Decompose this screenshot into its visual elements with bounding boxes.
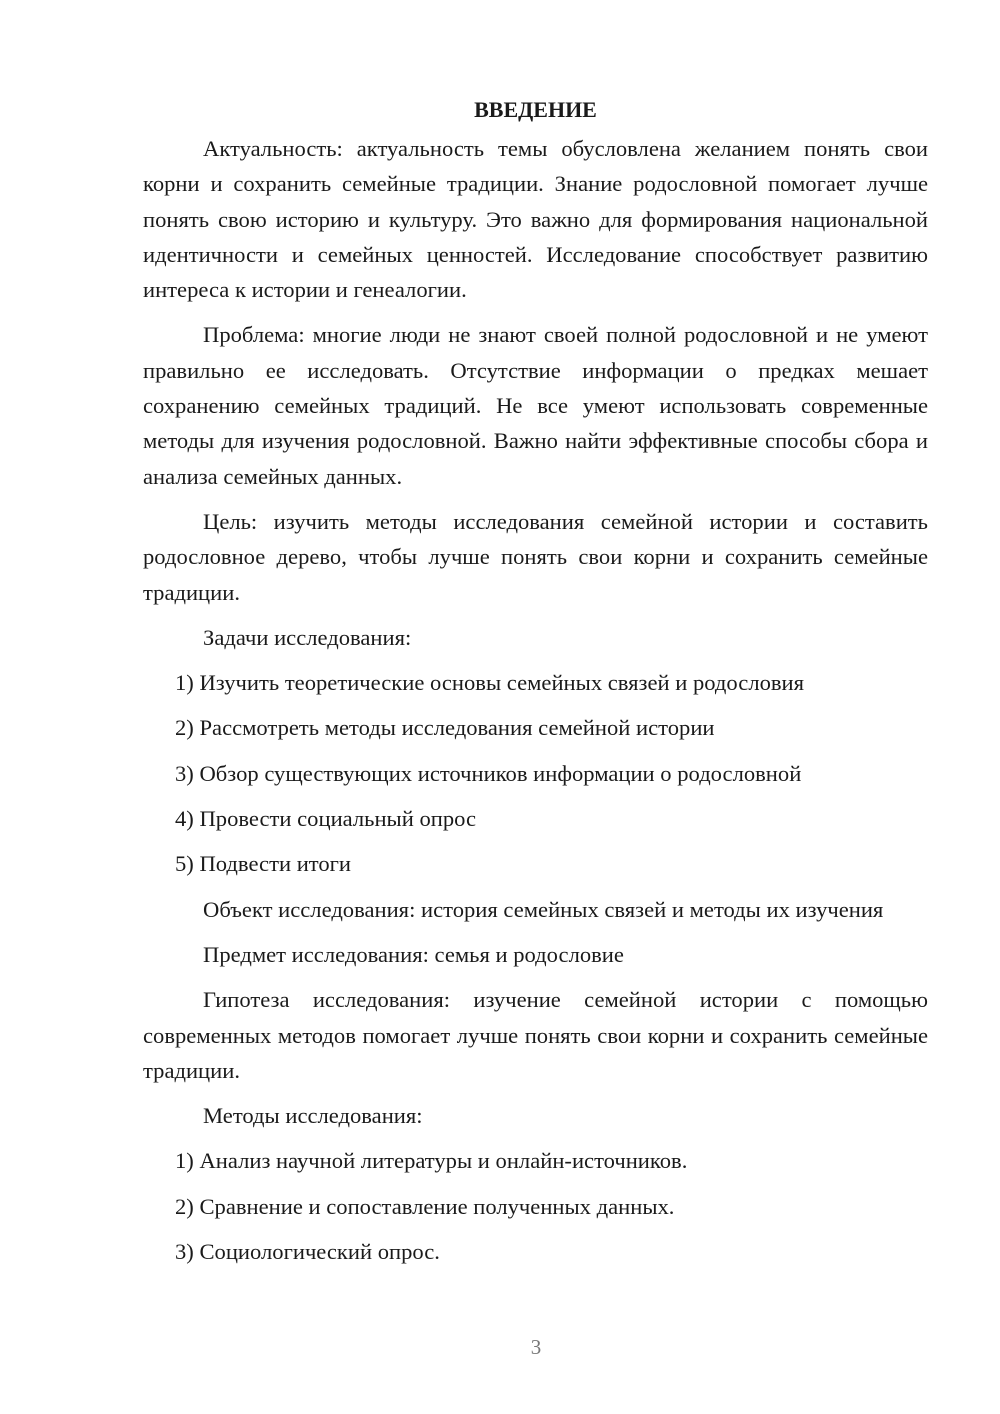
page-content — [143, 92, 928, 1279]
methods-heading: Методы исследования: — [203, 1103, 423, 1129]
tasks-list — [143, 665, 928, 881]
page-title: ВВЕДЕНИЕ — [474, 97, 597, 122]
problem-paragraph: Проблема: многие люди не знают своей полной родословной и не умеют правильно ее исследовать. Отсутствие информации о предках мешает сохранению семейных традиций. Не все умеют использовать современные методы для изучения родословной. Важно найти эффективные способы сбора и анализа семейных данных. — [143, 322, 928, 489]
object-paragraph: Объект исследования: история семейных связей и методы их изучения — [203, 896, 884, 922]
page-number: 3 — [530, 1335, 542, 1359]
relevance-paragraph: Актуальность: актуальность темы обусловлена желанием понять свои корни и сохранить семейные традиции. Знание родословной помогает лучше понять свою историю и культуру. Это важно для формирования национальной идентичности и семейных ценностей. Исследование способствует развитию интереса к истории и генеалогии. — [143, 136, 928, 303]
task-item: 5) Подвести итоги — [175, 851, 352, 877]
methods-list — [143, 1143, 928, 1269]
method-item: 3) Социологический опрос. — [175, 1239, 440, 1265]
task-item: 3) Обзор существующих источников информации о родословной — [175, 760, 802, 786]
subject-paragraph: Предмет исследования: семья и родословие — [203, 941, 624, 967]
goal-paragraph: Цель: изучить методы исследования семейной истории и составить родословное дерево, чтобы лучше понять свои корни и сохранить семейные традиции. — [143, 508, 928, 605]
task-item: 1) Изучить теоретические основы семейных связей и родословия — [175, 670, 805, 696]
tasks-heading: Задачи исследования: — [203, 624, 412, 650]
hypothesis-paragraph: Гипотеза исследования: изучение семейной истории с помощью современных методов помогает лучше понять свои корни и сохранить семейные традиции. — [143, 987, 928, 1083]
method-item: 1) Анализ научной литературы и онлайн-источников. — [175, 1148, 688, 1174]
task-item: 4) Провести социальный опрос — [175, 806, 477, 832]
task-item: 2) Рассмотреть методы исследования семейной истории — [175, 715, 715, 741]
method-item: 2) Сравнение и сопоставление полученных данных. — [175, 1193, 675, 1219]
